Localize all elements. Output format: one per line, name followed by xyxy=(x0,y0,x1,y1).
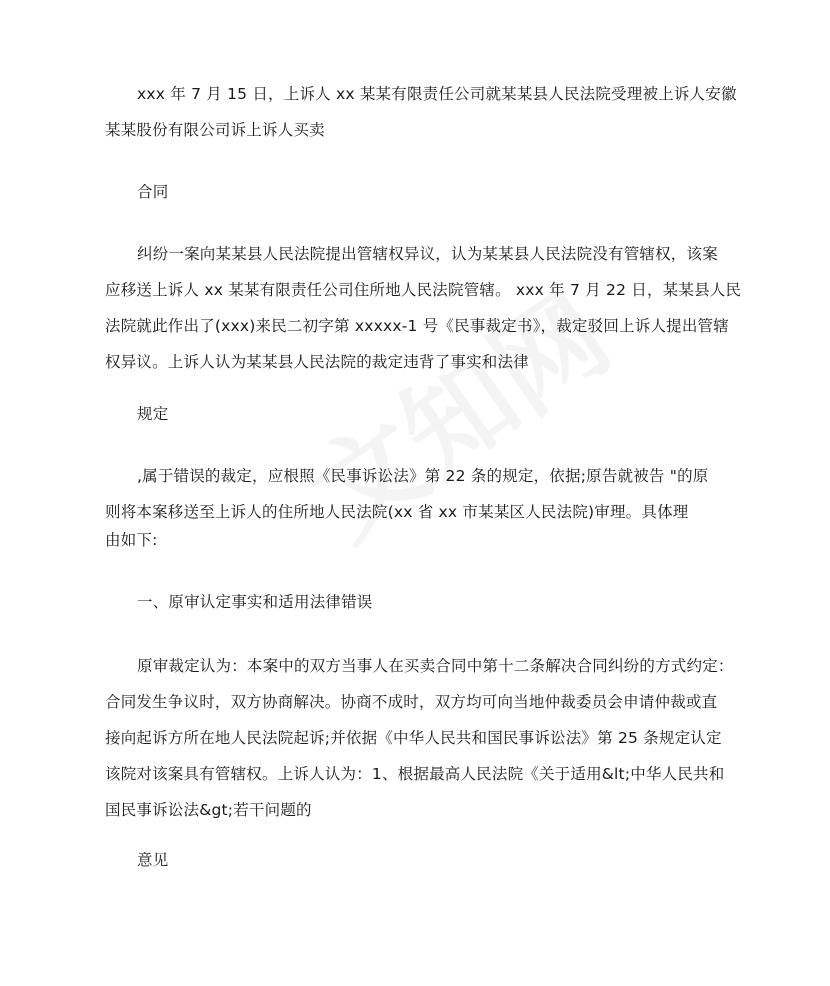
paragraph-line: 该院对该案具有管辖权。上诉人认为：1、根据最高人民法院《关于适用&lt;中华人民共和 xyxy=(105,765,725,783)
paragraph-line: 由如下: xyxy=(105,531,158,549)
paragraph-line: 权异议。上诉人认为某某县人民法院的裁定违背了事实和法律 xyxy=(105,353,529,371)
paragraph-line: 规定 xyxy=(137,405,169,423)
paragraph-line: 意见 xyxy=(137,851,169,869)
paragraph-line: 则将本案移送至上诉人的住所地人民法院(xx 省 xx 市某某区人民法院)审理。具体理 xyxy=(105,503,689,521)
paragraph-line: 合同 xyxy=(137,183,169,201)
paragraph-line: 合同发生争议时，双方协商解决。协商不成时，双方均可向当地仲裁委员会申请仲裁或直 xyxy=(105,693,718,711)
paragraph-line: 某某股份有限公司诉上诉人买卖 xyxy=(105,121,325,139)
paragraph-line: 接向起诉方所在地人民法院起诉;并依据《中华人民共和国民事诉讼法》第 25 条规定认定 xyxy=(105,729,722,747)
section-heading: 一、原审认定事实和适用法律错误 xyxy=(137,593,373,611)
paragraph-line: 应移送上诉人 xx 某某有限责任公司住所地人民法院管辖。 xxx 年 7 月 22 日，某某县人民 xyxy=(105,281,742,299)
paragraph-line: 国民事诉讼法&gt;若干问题的 xyxy=(105,801,312,819)
paragraph-line: 纠纷一案向某某县人民法院提出管辖权异议，认为某某县人民法院没有管辖权，该案 xyxy=(137,245,718,263)
paragraph-line: xxx 年 7 月 15 日，上诉人 xx 某某有限责任公司就某某县人民法院受理被上诉人安徽 xyxy=(137,85,737,103)
paragraph-line: 法院就此作出了(xxx)来民二初字第 xxxxx-1 号《民事裁定书》，裁定驳回上诉人提出管辖 xyxy=(105,317,729,335)
paragraph-line: 原审裁定认为：本案中的双方当事人在买卖合同中第十二条解决合同纠纷的方式约定： xyxy=(137,657,734,675)
paragraph-line: ,属于错误的裁定，应根照《民事诉讼法》第 22 条的规定，依据;原告就被告 "的原 xyxy=(137,467,709,485)
